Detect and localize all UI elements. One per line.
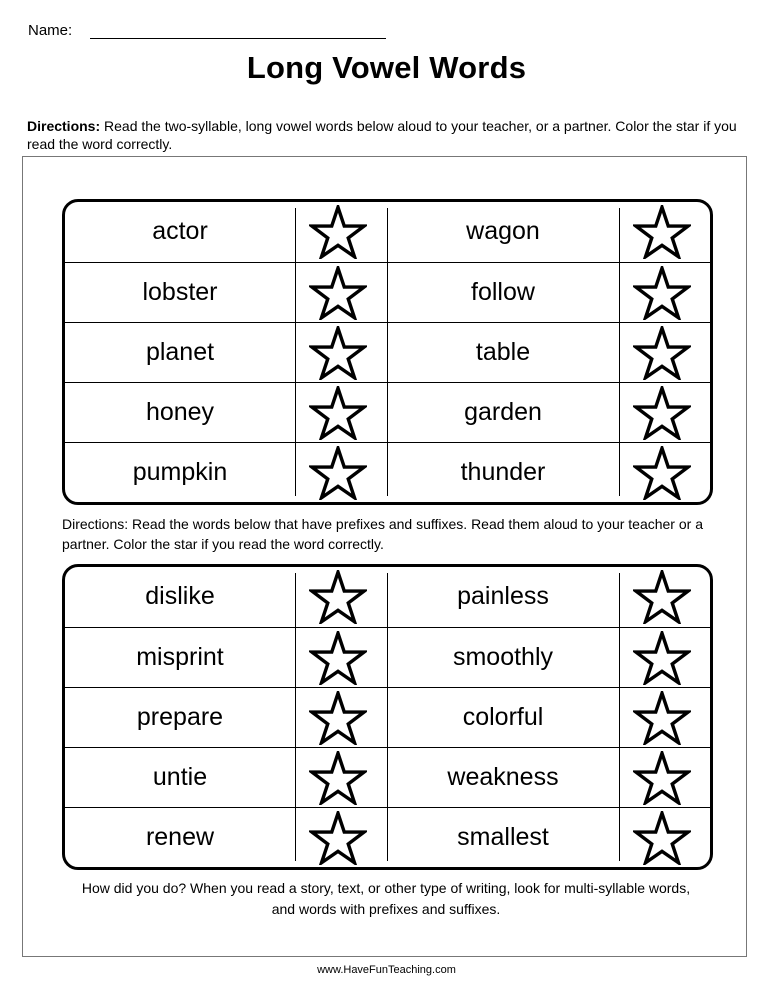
star-outline-icon[interactable] [309,811,367,865]
word-cell: table [475,338,531,366]
word-box-prefix-suffix [62,564,713,870]
directions-text: Read the two-syllable, long vowel words below aloud to your teacher, or a partner. Color the star if you read the word correctly. [27,118,737,152]
star-outline-icon[interactable] [633,386,691,440]
word-row [65,382,710,443]
star-outline-icon[interactable] [309,631,367,685]
word-row [65,567,710,627]
word-row [65,627,710,688]
word-row [65,807,710,868]
closing-text: How did you do? When you read a story, text, or other type of writing, look for multi-syllable words, and words with prefixes and suffixes. [81,880,691,917]
word-row [65,747,710,808]
word-cell: pumpkin [132,458,228,486]
word-cell: honey [145,398,215,426]
word-cell: untie [152,763,208,791]
star-outline-icon[interactable] [633,811,691,865]
star-outline-icon[interactable] [633,570,691,624]
word-box-long-vowel [62,199,713,505]
page-title: Long Vowel Words [246,50,527,85]
star-outline-icon[interactable] [633,691,691,745]
directions-label: Directions: [27,118,101,134]
star-outline-icon[interactable] [309,446,367,500]
word-cell: garden [464,398,542,426]
word-cell: smallest [457,823,549,851]
star-outline-icon[interactable] [309,205,367,259]
star-outline-icon[interactable] [309,386,367,440]
star-outline-icon[interactable] [309,266,367,320]
directions-prefix-suffix: Directions: Read the words below that have prefixes and suffixes. Read them aloud to your teacher or a partner. Color the star if you read the word correctly. [62,516,703,552]
word-cell: actor [152,217,208,245]
word-cell: weakness [447,763,559,791]
word-row [65,687,710,748]
footer-url[interactable]: www.HaveFunTeaching.com [317,964,456,976]
star-outline-icon[interactable] [633,266,691,320]
word-cell: renew [145,823,215,851]
word-row [65,262,710,323]
name-line[interactable] [90,38,386,39]
word-row [65,322,710,383]
star-outline-icon[interactable] [633,326,691,380]
word-cell: planet [145,338,215,366]
word-row [65,202,710,262]
word-cell: misprint [136,643,224,671]
star-outline-icon[interactable] [309,570,367,624]
word-row [65,442,710,503]
star-outline-icon[interactable] [633,446,691,500]
star-outline-icon[interactable] [633,631,691,685]
directions [27,117,747,153]
word-cell: smoothly [452,643,554,671]
star-outline-icon[interactable] [309,751,367,805]
word-cell: follow [471,278,535,306]
name-label: Name: [28,22,73,39]
word-cell: lobster [142,278,218,306]
word-cell: thunder [460,458,546,486]
star-outline-icon[interactable] [633,751,691,805]
star-outline-icon[interactable] [309,691,367,745]
word-cell: painless [457,582,549,610]
word-cell: colorful [462,703,544,731]
word-cell: dislike [145,582,215,610]
star-outline-icon[interactable] [309,326,367,380]
word-cell: wagon [466,217,540,245]
word-cell: prepare [136,703,224,731]
star-outline-icon[interactable] [633,205,691,259]
